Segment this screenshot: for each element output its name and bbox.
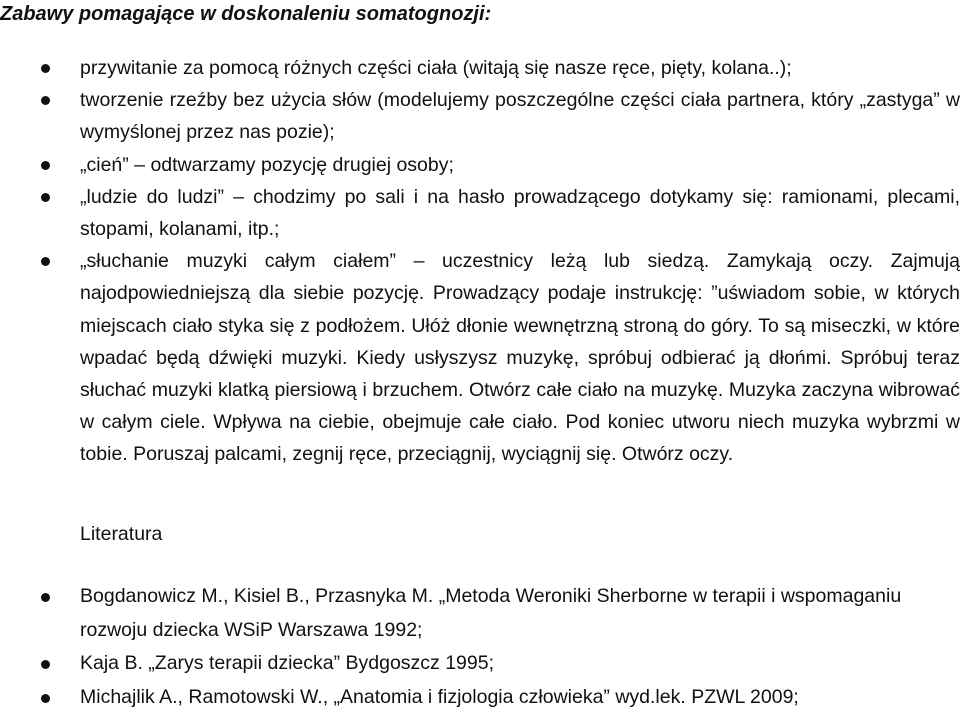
reference-text: Bogdanowicz M., Kisiel B., Przasnyka M. „Metoda Weroniki Sherborne w terapii i wspomaganiu rozwoju dziecka WSiP Warszawa 1992; — [80, 585, 901, 641]
literature-title: Literatura — [80, 520, 162, 548]
reference-item — [0, 647, 940, 681]
activity-list — [0, 52, 960, 471]
list-item-text: tworzenie rzeźby bez użycia słów (modelujemy poszczególne części ciała partnera, który „zastyga” w wymyślonej przez nas pozie); — [80, 89, 960, 143]
bullet-icon — [41, 64, 50, 73]
reference-text: Kaja B. „Zarys terapii dziecka” Bydgoszcz 1995; — [80, 652, 494, 674]
list-item — [0, 181, 960, 245]
reference-item — [0, 681, 940, 714]
list-item — [0, 52, 960, 84]
list-item — [0, 149, 960, 181]
bullet-icon — [41, 660, 50, 669]
bullet-icon — [41, 193, 50, 202]
reference-list — [0, 580, 960, 714]
list-item-text: „cień” – odtwarzamy pozycję drugiej osoby; — [80, 154, 454, 176]
bullet-icon — [41, 257, 50, 266]
list-item — [0, 84, 960, 148]
reference-item — [0, 580, 940, 647]
list-item — [0, 245, 960, 470]
bullet-icon — [41, 593, 50, 602]
section-heading: Zabawy pomagające w doskonaleniu somatognozji: — [0, 1, 491, 27]
bullet-icon — [41, 96, 50, 105]
reference-text: Michajlik A., Ramotowski W., „Anatomia i fizjologia człowieka” wyd.lek. PZWL 2009; — [80, 686, 799, 708]
list-item-text: „słuchanie muzyki całym ciałem” – uczestnicy leżą lub siedzą. Zamykają oczy. Zajmują najodpowiedniejszą dla siebie pozycję. Prowadzący podaje instrukcję: ”uświadom sobie, w których miejscach ciało styka się z podłożem. Ułóż dłonie wewnętrzną stroną do góry. To są miseczki, w które wpadać będą dźwięki muzyki. Kiedy usłyszysz muzykę, spróbuj odbierać ją dłońmi. Spróbuj teraz słuchać muzyki klatką piersiową i brzuchem. Otwórz całe ciało na muzykę. Muzyka zaczyna wibrować w całym ciele. Wpływa na ciebie, obejmuje całe ciało. Pod koniec utworu niech muzyka wybrzmi w tobie. Poruszaj palcami, zegnij ręce, przeciągnij, wyciągnij się. Otwórz oczy. — [80, 250, 960, 465]
list-item-text: przywitanie za pomocą różnych części ciała (witają się nasze ręce, pięty, kolana..); — [80, 57, 792, 79]
bullet-icon — [41, 694, 50, 703]
bullet-icon — [41, 161, 50, 170]
list-item-text: „ludzie do ludzi” – chodzimy po sali i na hasło prowadzącego dotykamy się: ramionami, plecami, stopami, kolanami, itp.; — [80, 186, 960, 240]
